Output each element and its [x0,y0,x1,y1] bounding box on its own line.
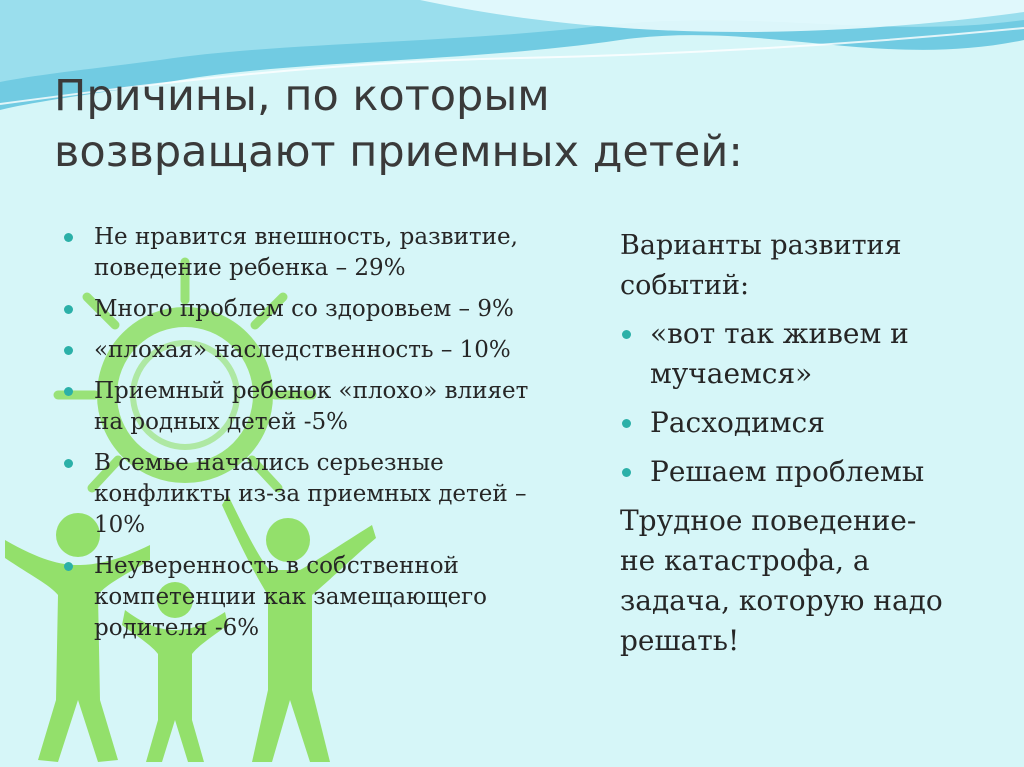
list-item [64,222,609,284]
list-item-line: «вот так живем и [650,317,909,350]
list-item-line: Решаем проблемы [650,455,925,488]
bullet-icon [64,305,73,314]
summary-line: задача, которую надо [620,584,943,617]
list-item [64,448,609,541]
summary-line: Трудное поведение- [620,504,917,537]
list-item-line: В семье начались серьезные [94,450,444,476]
list-item-line: мучаемся» [650,357,813,390]
list-item-line: «плохая» наследственность – 10% [94,337,511,363]
list-item-line: компетенции как замещающего [94,584,488,610]
bullet-icon [622,468,631,477]
outcomes-block [620,226,1015,661]
list-item-line: на родных детей -5% [94,409,349,435]
bullet-icon [64,233,73,242]
title-line-2: возвращают приемных детей: [54,127,743,177]
outcomes-list [620,314,1015,492]
list-item [64,294,609,325]
bullet-icon [64,346,73,355]
list-item-line: Много проблем со здоровьем – 9% [94,296,514,322]
title-line-1: Причины, по которым [54,71,550,121]
bullet-icon [622,330,631,339]
summary-text [620,501,1015,661]
bullet-icon [64,562,73,571]
summary-line: не катастрофа, а [620,544,870,577]
list-item-line: Приемный ребенок «плохо» влияет [94,378,529,404]
list-item [64,335,609,366]
bullet-icon [64,459,73,468]
summary-line: решать! [620,624,740,657]
list-item [620,403,1015,443]
outcomes-heading-line: Варианты развития [620,230,902,261]
outcomes-heading-line: событий: [620,270,750,301]
list-item [620,314,1015,394]
list-item-line: Расходимся [650,406,825,439]
outcomes-heading [620,226,1015,306]
list-item [64,376,609,438]
list-item-line: поведение ребенка – 29% [94,255,406,281]
list-item-line: Неуверенность в собственной [94,553,459,579]
list-item [64,551,609,644]
slide-title [54,68,994,180]
bullet-icon [64,387,73,396]
bullet-icon [622,419,631,428]
list-item-line: родителя -6% [94,615,260,641]
list-item-line: Не нравится внешность, развитие, [94,224,518,250]
reasons-list [64,222,609,654]
list-item-line: конфликты из-за приемных детей – [94,481,527,507]
list-item-line: 10% [94,512,146,538]
list-item [620,452,1015,492]
